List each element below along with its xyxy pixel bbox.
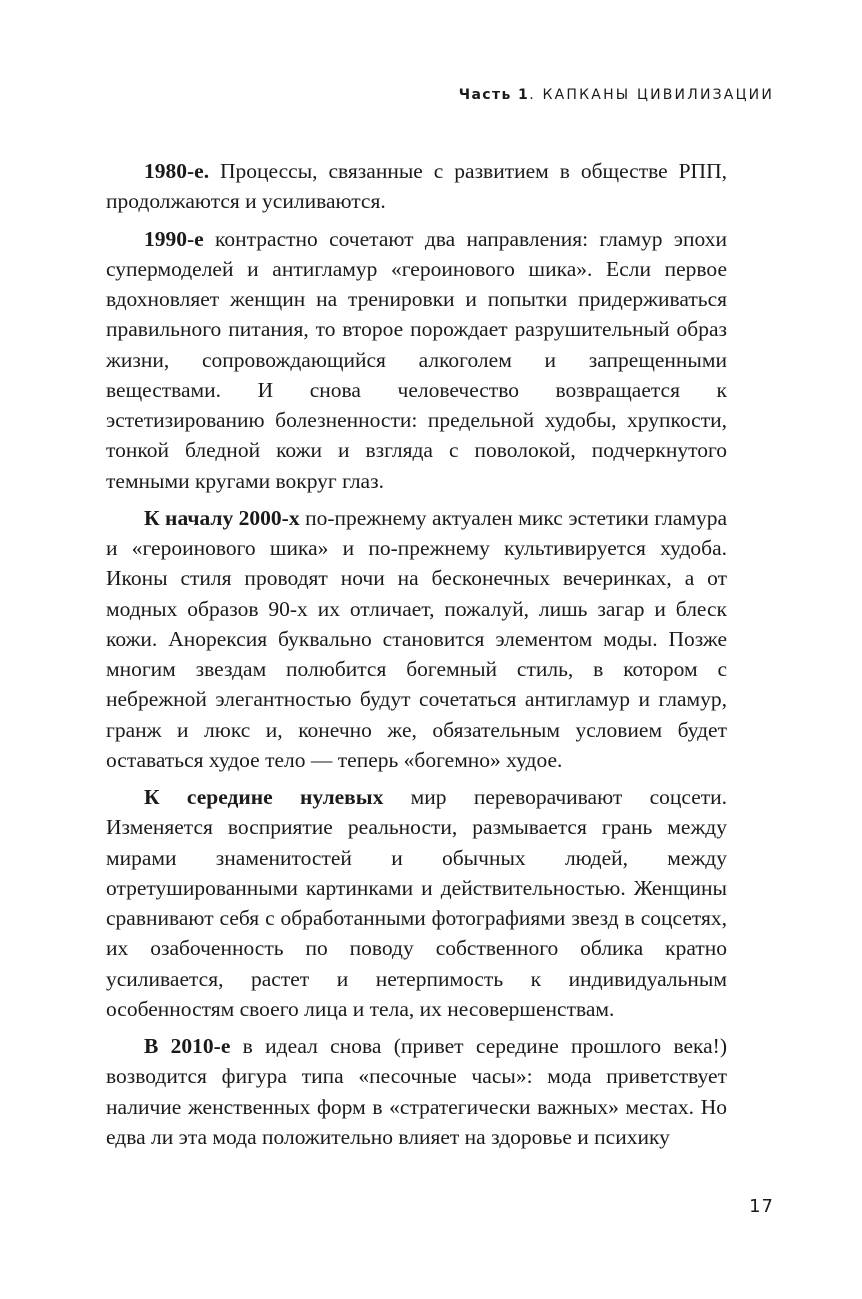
paragraph-lead: 1980-е. (144, 159, 210, 183)
header-separator: . (529, 87, 543, 103)
part-label: Часть 1 (458, 87, 530, 103)
running-head (459, 87, 774, 103)
paragraph-mid-2000s (106, 782, 727, 1024)
body-text (106, 156, 727, 1159)
paragraph-body: контрастно сочетают два направления: гламур эпохи супермоделей и антигламур «героинового шика». Если первое вдохновляет женщин на тренировки и попытки придерживаться правильного питания, то второе порождает разрушительный образ жизни, сопровождающийся алкоголем и запрещенными веществами. И снова человечество возвращается к эстетизированию болезненности: предельной худобы, хрупкости, тонкой бледной кожи и взгляда с поволокой, подчеркнутого темными кругами вокруг глаз. (106, 226, 727, 493)
paragraph-lead: К середине нулевых (144, 785, 384, 809)
paragraph-lead: 1990-е (144, 226, 204, 251)
page-number: 17 (749, 1196, 774, 1217)
paragraph-lead: К началу 2000-х (144, 505, 300, 530)
paragraph-1980s (106, 156, 727, 217)
paragraph-body: в идеал снова (привет середине прошлого века!) возводится фигура типа «песочные часы»: мода приветствует наличие женственных форм в «стратегически важных» местах. Но едва ли эта мода положительно влияет на здоровье и психику (106, 1034, 727, 1149)
paragraph-2010s (106, 1031, 727, 1152)
chapter-title: КАПКАНЫ ЦИВИЛИЗАЦИИ (542, 87, 774, 103)
paragraph-1990s (106, 224, 727, 496)
paragraph-body: мир переворачивают соцсети. Изменяется восприятие реальности, размывается грань между мирами знаменитостей и обычных людей, между отретушированными картинками и действительностью. Женщины сравнивают себя с обработанными фотографиями звезд в соцсетях, их озабоченность по поводу собственного облика кратно усиливается, растет и нетерпимость к индивидуальным особенностям своего лица и тела, их несовершенствам. (106, 785, 728, 1021)
paragraph-body: Процессы, связанные с развитием в обществе РПП, продолжаются и усиливаются. (106, 159, 727, 214)
paragraph-body: по-прежнему актуален микс эстетики гламура и «героинового шика» и по-прежнему культивируется худоба. Иконы стиля проводят ночи на бесконечных вечеринках, а от модных образов 90-х их отличает, пожалуй, лишь загар и блеск кожи. Анорексия буквально становится элементом моды. Позже многим звездам полюбится богемный стиль, в котором с небрежной элегантностью будут сочетаться антигламур и гламур, гранж и люкс и, конечно же, обязательным условием будет оставаться худое тело — теперь «богемно» худое. (106, 505, 728, 772)
paragraph-2000s (106, 503, 727, 775)
paragraph-lead: В 2010-е (144, 1034, 231, 1058)
